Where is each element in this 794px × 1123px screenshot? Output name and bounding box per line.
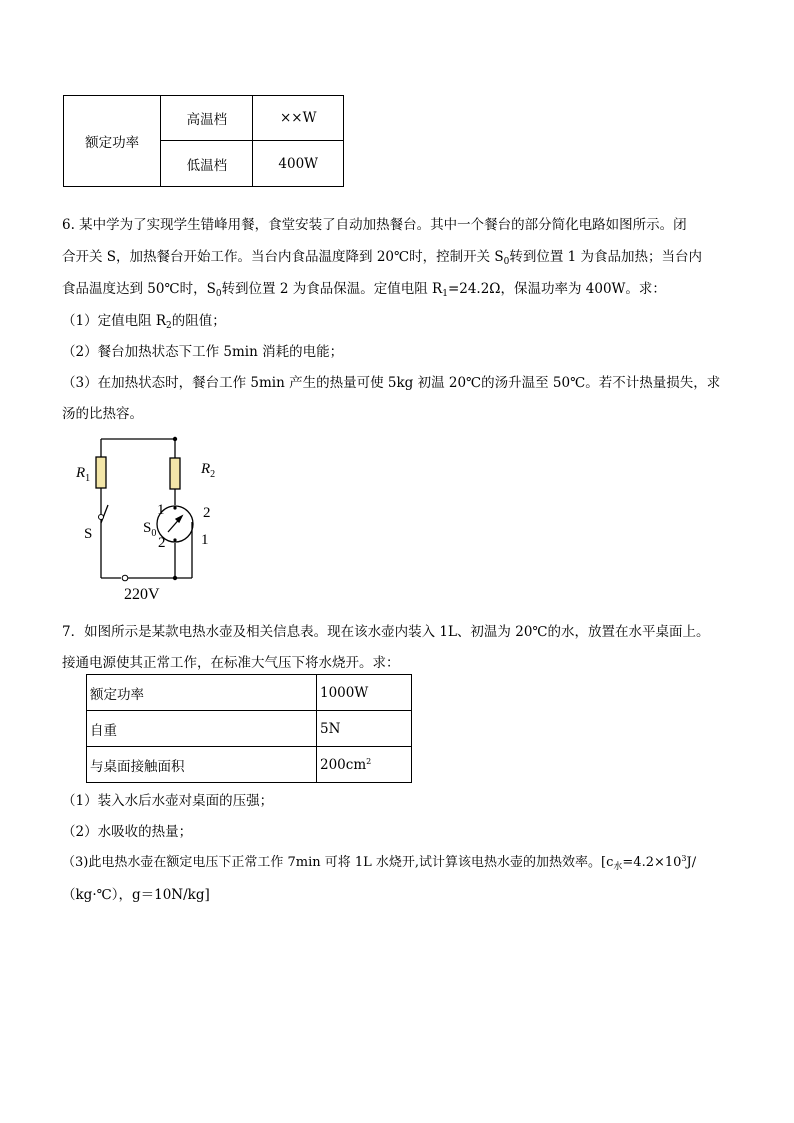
high-mode-value: ××W — [253, 96, 344, 141]
q7-sub-1: （1）装入水后水壶对桌面的压强； — [62, 793, 274, 809]
q6-sub-3-line-2: 汤的比热容。 — [62, 406, 143, 422]
s0-pos-1-top: 1 — [157, 502, 165, 518]
low-mode-value: 400W — [253, 141, 344, 187]
s0-pos-2-bottom: 2 — [158, 535, 166, 551]
table-cell-value: $200cm^2$ — [317, 747, 412, 783]
s0-pos-1-bottom: 1 — [201, 532, 209, 548]
q7-sub-3-line-2: （kg·℃），g＝10N/kg] — [62, 887, 210, 903]
q6-sub-3-line-1: （3）在加热状态时，餐台工作 5min 产生的热量可使 5kg 初温 20℃的汤升温至 50℃。若不计热量损失，求 — [62, 375, 721, 391]
kettle-info-table — [86, 674, 412, 783]
q7-sub-2: （2）水吸收的热量； — [62, 824, 193, 840]
table-row — [87, 747, 412, 783]
high-mode-label: 高温档 — [161, 96, 253, 141]
q6-sub-2: （2）餐台加热状态下工作 5min 消耗的电能； — [62, 344, 344, 360]
q6-line-3: 食品温度达到 50℃时，$S_0$转到位置 2 为食品保温。定值电阻 $R_1=24.2\Omega$，保温功率为 400W。求： — [62, 281, 666, 299]
r2-label: $R_2$ — [201, 461, 216, 480]
voltage-label: 220V — [124, 586, 160, 603]
table-cell-label: 与桌面接触面积 — [87, 747, 317, 783]
q6-line-2: 合开关 S，加热餐台开始工作。当台内食品温度降到 20℃时，控制开关 $S_0$转到位置 1 为食品加热；当台内 — [62, 249, 703, 267]
table-row — [87, 711, 412, 747]
q7-line-1: 7．如图所示是某款电热水壶及相关信息表。现在该水壶内装入 1L、初温为 20℃的水，放置在水平桌面上。 — [62, 624, 710, 640]
r1-resistor — [96, 457, 106, 488]
q7-sub-3-line-1: （3)此电热水壶在额定电压下正常工作 7min 可将 1L 水烧开,试计算该电热水壶的加热效率。[$c_水=4.2\times 10^3J/$ — [62, 854, 697, 872]
table-cell-label: 自重 — [87, 711, 317, 747]
table-cell-value: 1000W — [317, 675, 412, 711]
power-table — [63, 95, 344, 187]
q7-line-2: 接通电源使其正常工作，在标准大气压下将水烧开。求： — [62, 655, 400, 671]
q6-line-1: 6. 某中学为了实现学生错峰用餐，食堂安装了自动加热餐台。其中一个餐台的部分简化电路如图所示。闭 — [62, 217, 687, 233]
switch-s0-label: $S_0$ — [143, 520, 157, 539]
switch-s-label: S — [84, 526, 93, 542]
q6-sub-1: （1）定值电阻 $R_2$的阻值； — [62, 313, 226, 331]
rated-power-header: 额定功率 — [64, 96, 161, 187]
table-row — [87, 675, 412, 711]
table-cell-value: 5N — [317, 711, 412, 747]
circuit-diagram — [70, 430, 230, 605]
table-cell-label: 额定功率 — [87, 675, 317, 711]
low-mode-label: 低温档 — [161, 141, 253, 187]
r2-resistor — [170, 458, 180, 489]
s0-pos-2-top: 2 — [203, 505, 211, 521]
r1-label: $R_1$ — [76, 465, 91, 484]
